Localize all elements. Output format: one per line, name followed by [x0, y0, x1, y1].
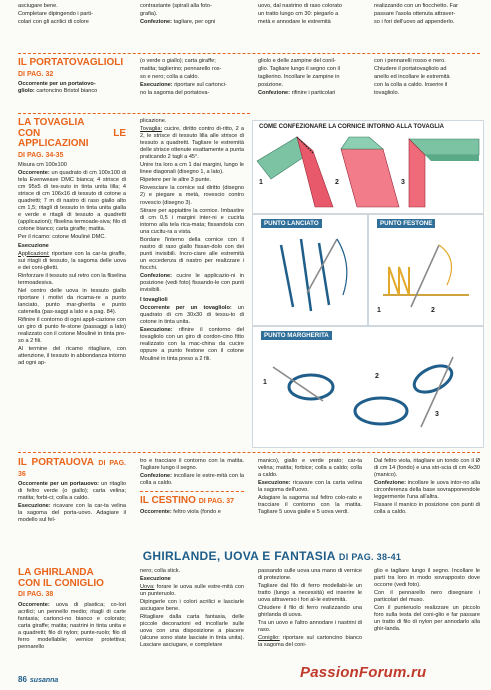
paragraph-text: Adagiare la sagoma sul feltro colo-rato e tracciare il contorno con la matita. Tagliare 5 uova gialle e 5 uova verdi.	[258, 495, 362, 516]
top-line: metà e annodare le estremità	[258, 19, 331, 26]
ghirlanda-paragraphs	[258, 568, 362, 650]
cornice-strip-1b	[297, 137, 333, 207]
text-line: anello ed incollare le estremità	[374, 74, 450, 81]
brand-logo: susanna	[29, 677, 59, 684]
paragraph	[140, 614, 244, 649]
paragraph	[140, 584, 244, 598]
section-divider	[18, 113, 250, 114]
paragraph-text: tro e tracciare il contorno con la matita. Tagliare lungo il segno.	[140, 458, 244, 472]
portatovaglioli-col-1	[18, 58, 126, 96]
portauova-col-3	[258, 458, 362, 517]
occorrente: Occorrente per un portatovo- gliolo: cartoncino Bristol bianco	[18, 81, 98, 95]
paragraph	[374, 458, 480, 479]
top-col-4	[374, 3, 480, 27]
cornice-drawing	[253, 121, 483, 213]
cestino-heading: IL CESTINO DI PAG. 37	[140, 495, 234, 507]
paragraph-text: Dipingerle con i colori acrilici e lasciarle asciugare bene.	[140, 599, 244, 613]
paragraph	[140, 208, 244, 236]
paragraph-text: riportare con la car-ta giraffe, sui ritagli di tessuto, la sagoma delle uova e dei coni-glietti.	[18, 250, 126, 271]
paragraph	[258, 635, 362, 649]
festone-num-2: 2	[431, 307, 435, 314]
paragraph-text: Al termine del ricamo ritagliare, con attenzione, il tessuto in abbondanza intorno ad ogni ap-	[18, 346, 126, 367]
text-line: (o verde o giallo); carta giraffe;	[140, 58, 216, 64]
ghirlanda-col-3	[258, 568, 362, 651]
text-line: posizione.	[258, 82, 284, 89]
text: tagliare, per ogni	[173, 19, 216, 26]
paragraph-text: un ritaglio di feltro verde (o giallo); carta velina; matita; forbi-ci; colla a caldo.	[18, 481, 126, 502]
top-line: Completare dipingendo i parti-	[18, 11, 93, 18]
tovaglia-paragraphs	[140, 118, 244, 294]
petal	[289, 375, 333, 399]
text-line: so e nero; colla a caldo.	[140, 74, 200, 81]
paragraph	[140, 237, 244, 272]
text-line: no la sagoma del portatova-	[140, 90, 210, 97]
paragraph	[258, 583, 362, 604]
paragraph	[18, 346, 126, 367]
paragraph-text: uova di plastica; co-lori acrilici; un pennello medio; ritagli di carte fantasia; cartonci-no bianco e colorato; carta giraffe; matita; nastrini in tinta unita e a quadretti; filo di nylon; punte-ruolo; filo di ferro modellabile; vernice protettiva; pennarello	[18, 601, 126, 650]
cornice-strip-2	[341, 149, 399, 207]
tovaglioli-occorrente: Occorrente per un tovagliolo: un quadrato di cm 30x30 di tessu-to di cotone in tinta unita.	[140, 305, 244, 326]
tovaglioli-esecuzione: Esecuzione: rifinire il contorno del tovagliolo con un giro di cordon-cino fitto realizzato con la mac-china da cucire oppure a punto festone con il cotone Mouliné in tinta preso a 2 fili.	[140, 327, 244, 362]
text-line: matita; taglierino; pennarello ros-	[140, 66, 222, 73]
paragraph-text: Per il ricamo: cotone Mouliné DMC.	[18, 234, 106, 241]
paragraph	[18, 243, 126, 250]
ghirlanda-paragraphs	[140, 568, 244, 650]
paragraph-text: Dal feltro viola, ritagliare un tondo con il Ø di cm 14 (fondo) e una stri-scia di cm 4x30 (manico).	[374, 458, 480, 479]
paragraph	[258, 568, 362, 582]
paragraph	[140, 126, 244, 161]
top-line: asciugare bene.	[18, 3, 58, 9]
banner-title: GHIRLANDE, UOVA E FANTASIA	[142, 549, 336, 563]
paragraph-label: Confezione:	[140, 473, 173, 480]
cornice-num-2: 2	[335, 179, 339, 186]
paragraph	[18, 288, 126, 316]
margherita-drawing	[253, 327, 483, 447]
paragraph	[140, 185, 244, 206]
paragraph-text: Ripetere per le altre 3 punte.	[140, 177, 211, 184]
portatovaglioli-heading: IL PORTATOVAGLIOLI DI PAG. 32	[18, 57, 124, 78]
margherita-num-1: 1	[263, 379, 267, 386]
paragraph	[140, 118, 244, 125]
section-banner	[52, 549, 491, 563]
paragraph-underline: Applicazioni:	[18, 250, 50, 257]
ghirlanda-col-2	[140, 568, 244, 651]
paragraph-text: Tra un uovo e l'altro annodare i nastrini di raso.	[258, 620, 362, 634]
section-divider	[140, 491, 244, 492]
text-line: taglierino. Incollare le zampine in	[258, 74, 340, 81]
top-col-2	[140, 3, 244, 27]
paragraph-text: Rovesciare la cornice sul diritto (disegno 2) e piegare a metà, rovescio contro rovescio (disegno 3).	[140, 185, 244, 206]
paragraph-text: ricavare con la car-ta velina la sagoma del porta-uovo. Adagiare il modello sul fel-	[18, 503, 126, 524]
thread	[337, 239, 347, 295]
tovaglia-heading: LA TOVAGLIA CON LE APPLICAZIONI DI PAG. 34-35	[18, 117, 126, 159]
cornice-num-1: 1	[259, 179, 263, 186]
festone-figure	[368, 214, 484, 326]
portauova-heading: IL PORTAUOVA DI PAG. 36	[18, 457, 126, 478]
paragraph	[140, 458, 244, 472]
tovaglioli-heading: I tovaglioli	[140, 297, 168, 304]
paragraph	[18, 170, 126, 233]
section-divider	[18, 53, 480, 54]
text-line: con i pennarelli rosso e nero.	[374, 58, 446, 64]
margherita-label: PUNTO MARGHERITA	[261, 331, 332, 340]
paragraph-text: Con il pennarello nero disegnare i particolari del muso.	[374, 590, 480, 604]
festone-num-1: 1	[377, 307, 381, 314]
cornice-title: COME CONFEZIONARE LA CORNICE INTORNO ALLA TOVAGLIA	[259, 124, 444, 130]
page-footer	[18, 675, 58, 684]
watermark: PassionForum.ru	[300, 664, 427, 681]
stitch-line	[319, 243, 329, 305]
paragraph-text: Fissare il manico in posizione con punti di colla a caldo.	[374, 502, 480, 516]
paragraph-text: manico), giallo e verde prato; car-ta velina; matita; forbice; colla a caldo; colla a caldo.	[258, 458, 362, 479]
paragraph	[140, 599, 244, 613]
portatovaglioli-col-2	[140, 58, 244, 98]
paragraph-underline: Tovaglia:	[140, 126, 163, 133]
text-line: gliolo e delle zampine del conil-	[258, 58, 336, 64]
paragraph-text: Chiudere il filo di ferro realizzando una ghirlanda di uova.	[258, 605, 362, 619]
paragraph	[18, 602, 126, 651]
page-number: 86	[18, 675, 27, 684]
paragraph-text: incollare le uova intor-no alla circonferenza della base sovrapponendole leggermente l'una all'altra.	[374, 480, 480, 501]
festone-label: PUNTO FESTONE	[377, 219, 435, 228]
paragraph-text: passando sulle uova una mano di vernice di protezione.	[258, 568, 362, 582]
text-line: glio. Tagliare lungo il segno con il	[258, 66, 340, 73]
paragraph-text: glio e tagliare lungo il segno. Incollare le parti tra loro in modo sovrapposto dove occorre (vedi foto).	[374, 568, 480, 589]
top-line: uovo, dal nastrino di raso colorato	[258, 3, 342, 9]
paragraph-label: Occorrente:	[18, 170, 50, 177]
needle	[411, 245, 439, 307]
paragraph-label: Confezione:	[140, 272, 173, 279]
paragraph	[18, 481, 126, 502]
lanciato-figure	[252, 214, 368, 326]
paragraph	[374, 502, 480, 516]
top-line: un tratto lungo cm 30: piegarlo a	[258, 11, 339, 18]
paragraph	[140, 576, 244, 583]
ghirlanda-col-1	[18, 568, 126, 652]
paragraph	[374, 590, 480, 604]
ghirlanda-paragraphs	[18, 602, 126, 651]
paragraph	[140, 473, 244, 487]
top-line: realizzando con un fiocchetto. Far	[374, 3, 458, 9]
margherita-figure	[252, 326, 484, 448]
paragraph	[374, 605, 480, 633]
paragraph-label: Esecuzione	[18, 242, 49, 249]
portauova-col-1	[18, 458, 126, 525]
paragraph	[140, 177, 244, 184]
margherita-num-3: 3	[435, 411, 439, 418]
paragraph-text: Ritagliare dalla carta fantasia, delle piccole decorazioni ed incollarle sulle uova con una disposizione a piacere (alcune sono state lasciate in tinta unita). Lasciare asciugare, e completare	[140, 614, 244, 649]
paragraph	[18, 251, 126, 272]
needle	[307, 239, 337, 293]
portauova-col-4	[374, 458, 480, 517]
cornice-figure	[252, 120, 484, 214]
paragraph-label: Occorrente:	[18, 601, 50, 608]
esecuzione: Esecuzione: riportare sul cartonci-	[140, 82, 227, 89]
paragraph-text: cucire le applicazio-ni in posizione (vedi foto) fissando-le con punti invisibili.	[140, 272, 244, 294]
paragraph-text: Con il punteruolo realizzare un piccolo foro sulla testa del coni-glio e far passare un tratto di filo di nylon per annodarlo alla ghir-landa.	[374, 605, 480, 633]
cornice-strip-3c	[425, 155, 479, 161]
stitch-line	[301, 239, 311, 311]
confezione: Confezione: rifinire i particolari	[258, 90, 336, 97]
section-divider	[18, 452, 480, 453]
portatovaglioli-col-3	[258, 58, 362, 98]
paragraph-text: riportare sul cartoncino bianco la sagoma del coni-	[258, 635, 362, 649]
paragraph-underline: Uova:	[140, 584, 155, 591]
portatovaglioli-col-4	[374, 58, 480, 98]
lanciato-label: PUNTO LANCIATO	[261, 219, 322, 228]
paragraph-text: Tagliare dal filo di ferro modellabi-le un tratto (lungo a necessità) ed inserire le uova attraverso i fori al-le estremità.	[258, 583, 362, 604]
paragraph	[18, 317, 126, 345]
paragraph-label: Esecuzione:	[18, 503, 51, 510]
paragraph	[18, 273, 126, 287]
paragraph-label: Esecuzione:	[258, 480, 291, 487]
top-line	[140, 19, 244, 26]
cornice-strip-2b	[341, 137, 383, 149]
paragraph-text: plicazione.	[140, 118, 167, 124]
paragraph	[258, 480, 362, 494]
paragraph	[18, 503, 126, 524]
margherita-num-2: 2	[375, 373, 379, 380]
paragraph-underline: Coniglio:	[258, 635, 280, 642]
text-line: Chiudere il portatovagliolo ad	[374, 66, 447, 73]
paragraph	[18, 234, 126, 241]
portauova-col-2	[140, 458, 244, 517]
paragraph-text: forare le uova sulle estre-mità con un punteruolo.	[140, 584, 244, 598]
label: Confezione:	[140, 19, 173, 26]
stitch-line	[281, 245, 293, 307]
top-line: colari con gli acrilici di colore	[18, 19, 89, 26]
top-col-3	[258, 3, 362, 27]
paragraph	[374, 480, 480, 501]
misura: Misura cm 100x100	[18, 162, 67, 168]
paragraph	[374, 568, 480, 589]
paragraph	[140, 568, 244, 575]
paragraph	[258, 605, 362, 619]
portauova-paragraphs	[18, 481, 126, 524]
tovaglia-paragraphs	[18, 170, 126, 367]
paragraph-text: Nel centro delle uova in tessuto giallo riportare i motivi da ricama-re a punto lanciato, punto mar-gherita e punto catenella (pas-saggi a lato e a pag. 84).	[18, 287, 126, 315]
paragraph-text: cucire, diritto contro di-ritto, 2 a 2, le strisce di tessuto lilla alle strisce di tessuto a quadretti. Tagliare le estremità delle strisce ottenute esattamente a punta praticando 2 tagli a 45°.	[140, 126, 244, 161]
text-line: tovagliolo.	[374, 90, 400, 97]
top-line: so i fori dell'uovo ad appenderlo.	[374, 19, 455, 26]
ghirlanda-col-4	[374, 568, 480, 634]
text-line: con la colla a caldo. Inserire il	[374, 82, 448, 89]
top-line: grafia).	[140, 11, 158, 18]
paragraph	[140, 162, 244, 176]
cestino-paragraphs	[258, 458, 362, 516]
portauova-paragraphs	[140, 458, 244, 487]
paragraph-text: Stirare per appiattire la cornice. Imbastire di cm 0,5 i margini inter-ni e cucirla intorno alla tela rica-mata; fissandola con una cucitu-ra a vista.	[140, 207, 244, 235]
petal	[355, 398, 407, 424]
paragraph	[258, 495, 362, 516]
paragraph-text: Rinforzare il tessuto sul retro con la fliselina termoadesiva.	[18, 272, 126, 286]
festone-stitches	[389, 267, 409, 295]
paragraph	[258, 620, 362, 634]
paragraph-label: Occorrente per un portauovo:	[18, 481, 99, 487]
tovaglia-col-1	[18, 118, 126, 368]
cestino-occorrente: Occorrente: feltro viola (fondo e	[140, 508, 221, 515]
paragraph-text: Rifinire il contorno di ogni appli-cazione con un giro di punto fe-stone (passaggi a lato) realizzato con il cotone Mouliné in tinta pre-so a 2 fili.	[18, 316, 126, 345]
banner-ref: DI PAG. 38-41	[338, 552, 402, 562]
paragraph-text: incollare le estre-mità con la colla a caldo.	[140, 473, 244, 487]
paragraph-text: Unire tra loro a cm 1 dai margini, lungo le linee diagonali (disegno 1, a lato).	[140, 162, 244, 176]
paragraph-text: nero; colla stick.	[140, 568, 181, 574]
paragraph-text: ricavare con la carta velina la sagoma dell'uovo.	[258, 480, 362, 494]
paragraph-label: Confezione:	[374, 480, 407, 487]
cestino-paragraphs	[374, 458, 480, 516]
lanciato-drawing	[253, 215, 367, 325]
paragraph-label: Esecuzione	[140, 576, 171, 583]
paragraph-text: un quadrato di cm 100x100 di tela Evenweave DMC bianca; 4 strisce di cm 95x5 di tes-suto in tinta unita lilla; 4 strisce di cm 106x16 di tessuto di cotone a quadretti; 7 m di nastro di raso giallo alto cm 1,5; ritagli di tessuto in tinta unita gialla e verde e ritagli di tessuto a quadretti (applicazioni); fliselina termoade-siva; filo di cotone bianco; carta giraffe; matita.	[18, 170, 127, 233]
top-line: passare l'asola ottenuta attraver-	[374, 11, 456, 18]
thread	[439, 245, 452, 285]
tovaglia-col-2	[140, 118, 244, 364]
top-line: contrastante (spirali alla foto-	[140, 3, 212, 9]
festone-drawing	[369, 215, 483, 325]
paragraph	[140, 273, 244, 294]
cornice-num-3: 3	[401, 179, 405, 186]
paragraph	[258, 458, 362, 479]
top-col-1	[18, 3, 122, 27]
ghirlanda-paragraphs	[374, 568, 480, 633]
ghirlanda-heading: LA GHIRLANDA CON IL CONIGLIO DI PAG. 38	[18, 567, 104, 598]
paragraph-text: Bordare l'interno della cornice con il nastro di raso giallo fissan-dolo con dei punti invisibili. Incro-ciare alle estremità un eccedenza di nastro per realizzare i fiocchi.	[140, 236, 244, 271]
